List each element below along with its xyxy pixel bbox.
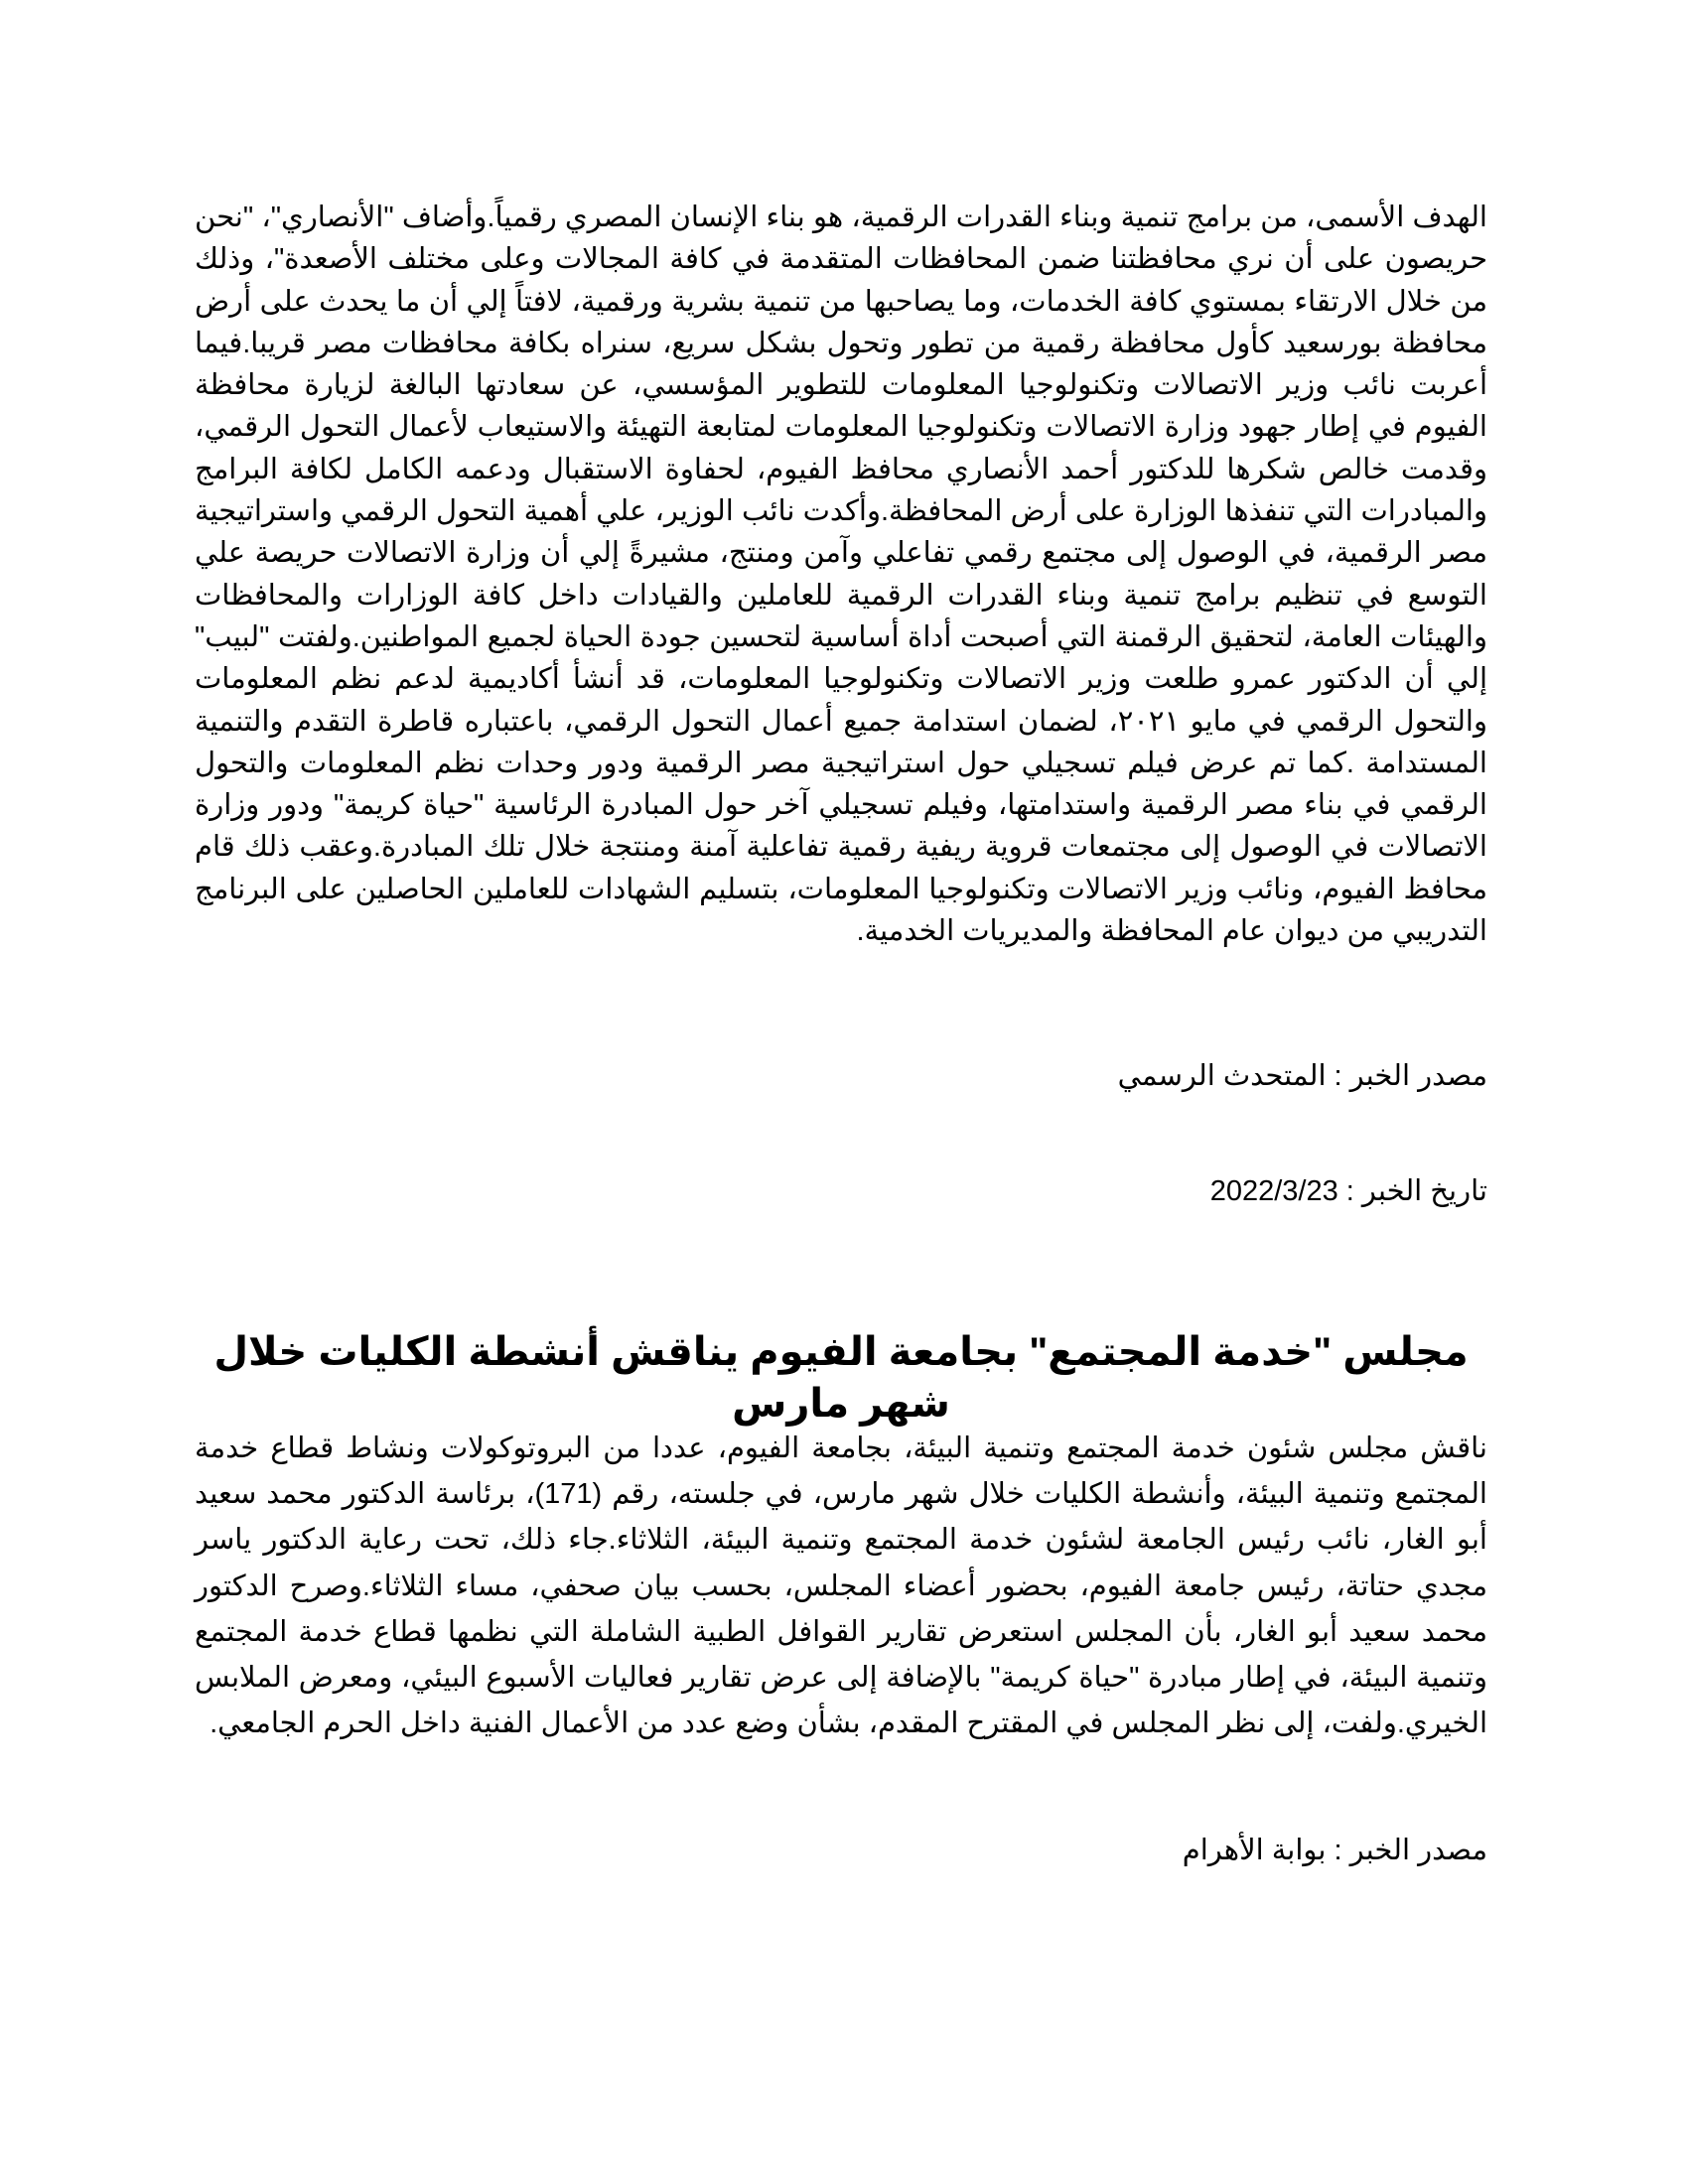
- article-body-paragraph: الهدف الأسمى، من برامج تنمية وبناء القدرات الرقمية، هو بناء الإنسان المصري رقمياً.وأضاف "الأنصاري"، "نحن حريصون على أن نري محافظتنا ضمن المحافظات المتقدمة في كافة المجالات وعلى مختلف الأصعدة"، وذلك من خلال الارتقاء بمستوي كافة الخدمات، وما يصاحبها من تنمية بشرية ورقمية، لافتاً إلي أن ما يحدث على أرض محافظة بورسعيد كأول محافظة رقمية من تطور وتحول بشكل سريع، سنراه بكافة محافظات مصر قريبا.فيما أعربت نائب وزير الاتصالات وتكنولوجيا المعلومات للتطوير المؤسسي، عن سعادتها البالغة لزيارة محافظة الفيوم في إطار جهود وزارة الاتصالات وتكنولوجيا المعلومات لمتابعة التهيئة والاستيعاب لأعمال التحول الرقمي، وقدمت خالص شكرها للدكتور أحمد الأنصاري محافظ الفيوم، لحفاوة الاستقبال ودعمه الكامل لكافة البرامج والمبادرات التي تنفذها الوزارة على أرض المحافظة.وأكدت نائب الوزير، علي أهمية التحول الرقمي واستراتيجية مصر الرقمية، في الوصول إلى مجتمع رقمي تفاعلي وآمن ومنتج، مشيرةً إلي أن وزارة الاتصالات حريصة علي التوسع في تنظيم برامج تنمية وبناء القدرات الرقمية للعاملين والقيادات داخل كافة الوزارات والمحافظات والهيئات العامة، لتحقيق الرقمنة التي أصبحت أداة أساسية لتحسين جودة الحياة لجميع المواطنين.ولفتت "لبيب" إلي أن الدكتور عمرو طلعت وزير الاتصالات وتكنولوجيا المعلومات، قد أنشأ أكاديمية لدعم نظم المعلومات والتحول الرقمي في مايو ٢٠٢١، لضمان استدامة جميع أعمال التحول الرقمي، باعتباره قاطرة التقدم والتنمية المستدامة .كما تم عرض فيلم تسجيلي حول استراتيجية مصر الرقمية ودور وحدات نظم المعلومات والتحول الرقمي في بناء مصر الرقمية واستدامتها، وفيلم تسجيلي آخر حول المبادرة الرئاسية "حياة كريمة" ودور وزارة الاتصالات في الوصول إلى مجتمعات قروية ريفية رقمية تفاعلية آمنة ومنتجة خلال تلك المبادرة.وعقب ذلك قام محافظ الفيوم، ونائب وزير الاتصالات وتكنولوجيا المعلومات، بتسليم الشهادات للعاملين الحاصلين على البرنامج التدريبي من ديوان عام المحافظة والمديريات الخدمية.: [195, 202, 1487, 948]
- article-body-paragraph: ناقش مجلس شئون خدمة المجتمع وتنمية البيئة، بجامعة الفيوم، عددا من البروتوكولات ونشاط قطاع خدمة المجتمع وتنمية البيئة، وأنشطة الكليات خلال شهر مارس، في جلسته، رقم (171)، برئاسة الدكتور محمد سعيد أبو الغار، نائب رئيس الجامعة لشئون خدمة المجتمع وتنمية البيئة، الثلاثاء.جاء ذلك، تحت رعاية الدكتور ياسر مجدي حتاتة، رئيس جامعة الفيوم، بحضور أعضاء المجلس، بحسب بيان صحفي، مساء الثلاثاء.وصرح الدكتور محمد سعيد أبو الغار، بأن المجلس استعرض تقارير القوافل الطبية الشاملة التي نظمها قطاع خدمة المجتمع وتنمية البيئة، في إطار مبادرة "حياة كريمة" بالإضافة إلى عرض تقارير فعاليات الأسبوع البيئي، ومعرض الملابس الخيري.ولفت، إلى نظر المجلس في المقترح المقدم، بشأن وضع عدد من الأعمال الفنية داخل الحرم الجامعي.: [195, 1433, 1487, 1740]
- news-source-line: مصدر الخبر : بوابة الأهرام: [1182, 1835, 1487, 1866]
- news-source-line: مصدر الخبر : المتحدث الرسمي: [1117, 1060, 1487, 1092]
- news-date-line: تاريخ الخبر : 2022/3/23: [1209, 1175, 1487, 1207]
- article-headline: مجلس "خدمة المجتمع" بجامعة الفيوم يناقش أنشطة الكليات خلال شهر مارس: [213, 1330, 1469, 1426]
